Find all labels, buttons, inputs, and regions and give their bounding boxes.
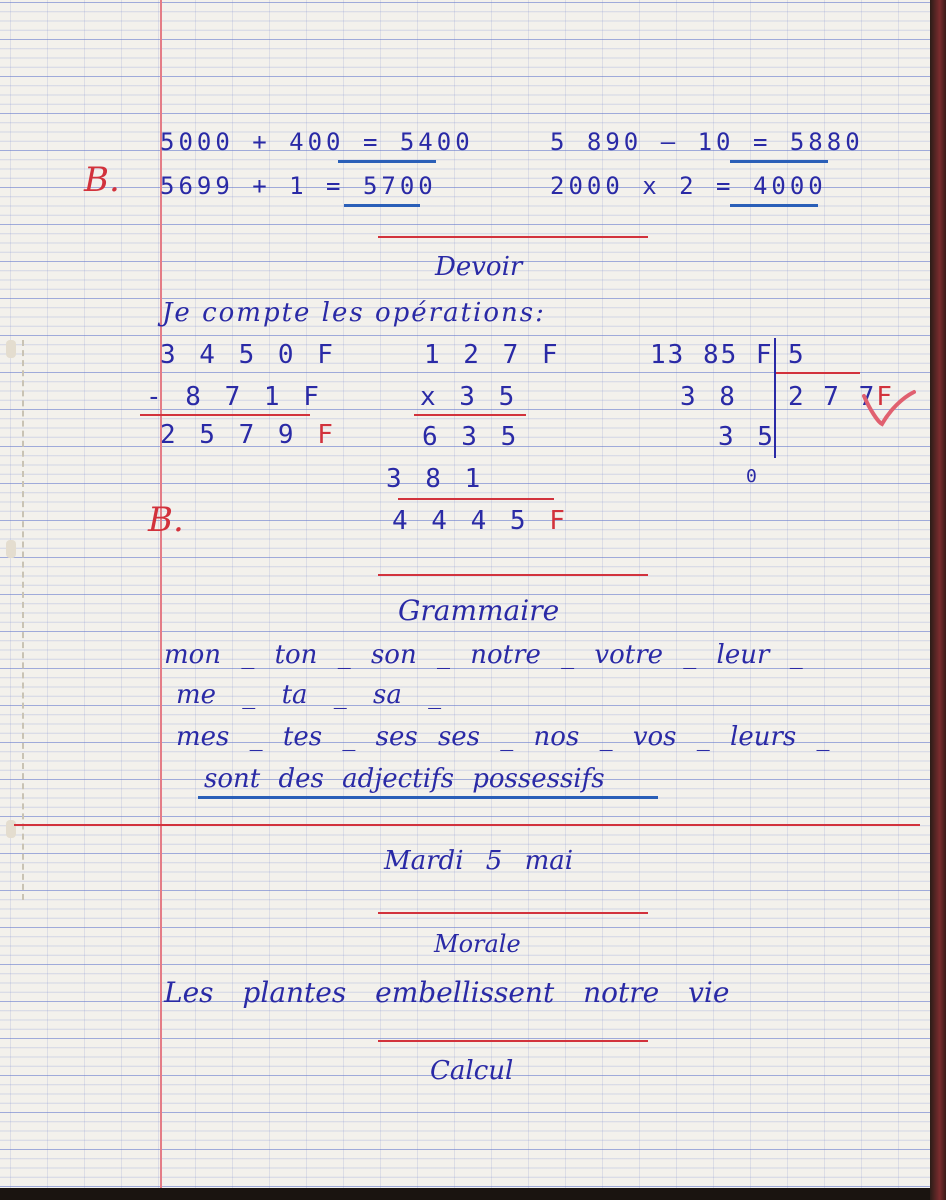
division-quotient: 2 7 7F [788, 382, 894, 412]
multiplication-bar-2 [398, 498, 554, 500]
division-dividend: 13 85 F [650, 340, 774, 370]
binding-stitch [0, 340, 24, 900]
equation-4: 2000 x 2 = 4000 [550, 172, 827, 200]
multiplication-partial-1: 6 3 5 [422, 422, 521, 452]
multiplication-bar-1 [414, 414, 526, 416]
division-divisor: 5 [788, 340, 808, 370]
check-mark-icon [860, 382, 916, 428]
grammaire-line-1: mon _ ton _ son _ notre _ votre _ leur _ [164, 640, 803, 670]
multiplication-result: 4 4 4 5 F [392, 506, 569, 536]
devoir-instruction: Je compte les opérations: [162, 298, 546, 328]
section-divider-2 [378, 574, 648, 576]
grade-mark-2: B. [148, 500, 184, 540]
division-bar [776, 372, 860, 374]
grammaire-title: Grammaire [398, 594, 560, 627]
multiplication-line-2: x 3 5 [420, 382, 519, 412]
equation-3: 5 890 – 10 = 5880 [550, 128, 864, 156]
division-step-1: 3 8 [680, 382, 739, 412]
subtraction-line-2: - 8 7 1 F [146, 382, 323, 412]
grammaire-line-2: me _ ta _ sa _ [176, 680, 442, 710]
grammaire-underline [198, 796, 658, 799]
underline-result-4 [730, 204, 818, 207]
underline-result-3 [730, 160, 828, 163]
equation-1: 5000 + 400 = 5400 [160, 128, 474, 156]
subtraction-bar [140, 414, 310, 416]
section-divider-1 [378, 236, 648, 238]
calcul-title: Calcul [430, 1056, 514, 1086]
devoir-title: Devoir [435, 252, 523, 282]
day-separator-line [14, 824, 920, 826]
grammaire-conclusion: sont des adjectifs possessifs [204, 764, 605, 794]
notebook-cover-edge [930, 0, 946, 1200]
date-heading: Mardi 5 mai [384, 846, 574, 876]
section-divider-3 [378, 912, 648, 914]
multiplication-line-1: 1 2 7 F [424, 340, 562, 370]
grammaire-line-3: mes _ tes _ ses ses _ nos _ vos _ leurs _ [176, 722, 830, 752]
division-step-2: 3 5 [718, 422, 777, 452]
section-divider-4 [378, 1040, 648, 1042]
subtraction-line-1: 3 4 5 0 F [160, 340, 337, 370]
morale-title: Morale [434, 930, 521, 958]
division-remainder: 0 [746, 466, 761, 487]
multiplication-partial-2: 3 8 1 [386, 464, 485, 494]
underline-result-1 [338, 160, 436, 163]
equation-2: 5699 + 1 = 5700 [160, 172, 437, 200]
underline-result-2 [344, 204, 420, 207]
grade-mark-1: B. [84, 160, 120, 200]
subtraction-result: 2 5 7 9 F [160, 420, 337, 450]
morale-text: Les plantes embellissent notre vie [164, 976, 730, 1009]
